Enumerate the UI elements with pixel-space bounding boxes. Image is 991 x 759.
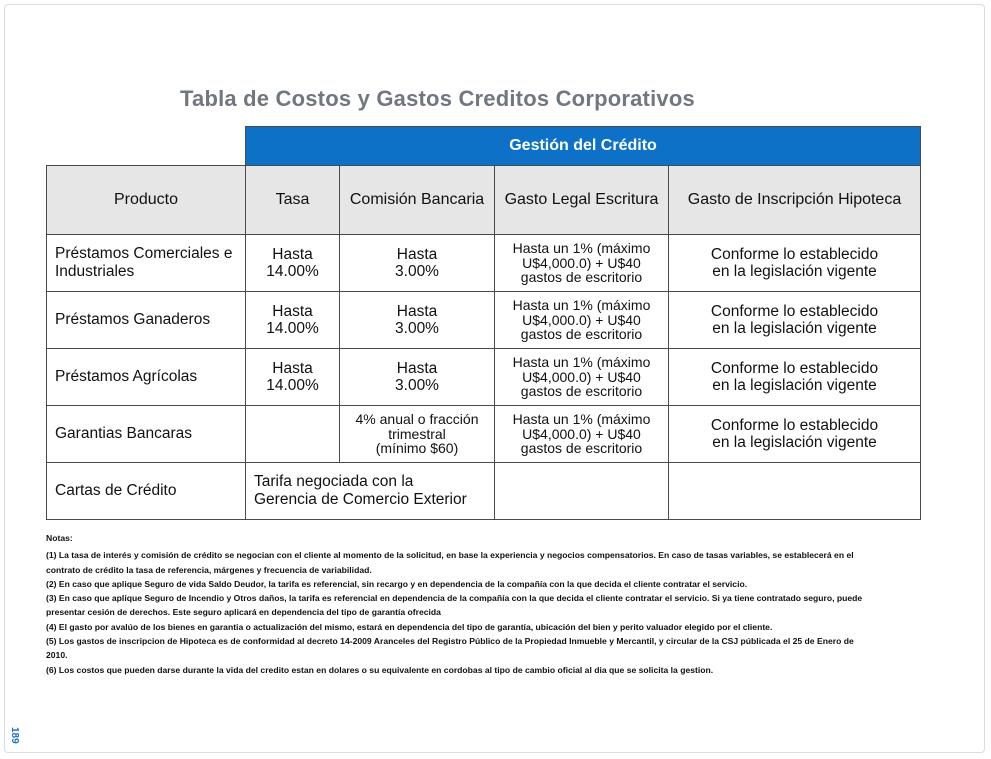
comision-line: Hasta — [396, 360, 438, 377]
inscripcion-line: Conforme lo establecido — [710, 246, 879, 263]
gasto-line: U$4,000.0) + U$40 — [522, 311, 641, 328]
blank-corner — [47, 127, 246, 166]
note-line: (4) El gasto por avalúo de los bienes en garantia o actualización del mismo, estará en dependencia del tipo de garantía, ubicación del bien y perito valuador elegido por el cliente. — [46, 621, 773, 632]
comision-line: 3.00% — [395, 320, 439, 337]
cell-inscripcion — [669, 406, 921, 463]
gasto-line: Hasta un 1% (máximo — [512, 354, 651, 371]
gasto-line: Hasta un 1% (máximo — [512, 411, 651, 428]
cell-producto: Préstamos Agrícolas — [47, 349, 246, 406]
tasa-line: 14.00% — [266, 377, 319, 394]
notes-section — [46, 531, 936, 677]
header-tasa: Tasa — [246, 166, 340, 235]
comision-line: (mínimo $60) — [375, 440, 459, 457]
notes-title: Notas: — [46, 533, 73, 543]
cell-comision — [340, 349, 495, 406]
note-line: (6) Los costos que pueden darse durante la vida del credito estan en dolares o su equivalente en cordobas al tipo de cambio oficial al dia que se solicita la gestion. — [46, 664, 714, 675]
cell-producto: Cartas de Crédito — [47, 463, 246, 520]
inscripcion-line: Conforme lo establecido — [710, 360, 879, 377]
header-comision: Comisión Bancaria — [340, 166, 495, 235]
cell-comision — [340, 235, 495, 292]
tasa-line: Hasta — [272, 246, 313, 263]
cell-comision — [340, 292, 495, 349]
cell-inscripcion — [669, 349, 921, 406]
gasto-line: U$4,000.0) + U$40 — [522, 254, 641, 271]
banner-row — [47, 127, 921, 166]
cell-gasto-legal — [495, 235, 669, 292]
gasto-line: Hasta un 1% (máximo — [512, 240, 651, 257]
table-row — [47, 406, 921, 463]
cell-tasa — [246, 292, 340, 349]
costs-table — [46, 126, 921, 520]
comision-line: Hasta — [396, 246, 438, 263]
gasto-line: gastos de escritorio — [520, 440, 643, 457]
header-inscripcion: Gasto de Inscripción Hipoteca — [669, 166, 921, 235]
tasa-line: Hasta — [272, 360, 313, 377]
cell-gasto-legal — [495, 292, 669, 349]
gasto-line: gastos de escritorio — [520, 326, 643, 343]
note-line: 2010. — [46, 650, 68, 661]
merged-line: Tarifa negociada con la — [254, 473, 414, 490]
cell-producto: Garantias Bancaras — [47, 406, 246, 463]
tasa-line: 14.00% — [266, 320, 319, 337]
gasto-line: gastos de escritorio — [520, 269, 643, 286]
inscripcion-line: Conforme lo establecido — [710, 303, 879, 320]
cell-gasto-legal-empty — [495, 463, 669, 520]
table-row — [47, 292, 921, 349]
cell-gasto-legal — [495, 406, 669, 463]
gasto-line: U$4,000.0) + U$40 — [522, 368, 641, 385]
inscripcion-line: en la legislación vigente — [712, 377, 877, 394]
cell-producto: Préstamos Ganaderos — [47, 292, 246, 349]
banner-gestion-credito: Gestión del Crédito — [246, 127, 921, 166]
page-title: Tabla de Costos y Gastos Creditos Corporativos — [180, 86, 695, 111]
cell-tarifa-negociada — [246, 463, 495, 520]
comision-line: 3.00% — [395, 263, 439, 280]
table-row — [47, 349, 921, 406]
cell-inscripcion — [669, 235, 921, 292]
note-line: (5) Los gastos de inscripcion de Hipoteca es de conformidad al decreto 14-2009 Aranceles del Registro Público de la Propiedad Inmueble y Mercantil, y circular de la CSJ públicada el 25 de Enero de — [46, 636, 854, 647]
cell-comision — [340, 406, 495, 463]
cell-inscripcion-empty — [669, 463, 921, 520]
inscripcion-line: en la legislación vigente — [712, 263, 877, 280]
header-gasto-legal: Gasto Legal Escritura — [495, 166, 669, 235]
note-line: (3) En caso que aplique Seguro de Incendio y Otros daños, la tarifa es referencial en dependencia de la compañía con la que decida el cliente contratar el servicio. Si ya tiene contratado seguro, puede — [46, 593, 863, 604]
inscripcion-line: en la legislación vigente — [712, 434, 877, 451]
cell-tasa — [246, 406, 340, 463]
gasto-line: U$4,000.0) + U$40 — [522, 425, 641, 442]
table-row — [47, 463, 921, 520]
comision-line: trimestral — [388, 425, 446, 442]
tasa-line: 14.00% — [266, 263, 319, 280]
inscripcion-line: Conforme lo establecido — [710, 417, 879, 434]
comision-line: 4% anual o fracción — [355, 411, 479, 428]
note-line: (1) La tasa de interés y comisión de crédito se negocian con el cliente al momento de la solicitud, en base la experiencia y negocios compensatorios. En caso de tasas variables, se establecerá en el — [46, 550, 854, 561]
cell-gasto-legal — [495, 349, 669, 406]
comision-line: Hasta — [396, 303, 438, 320]
gasto-line: Hasta un 1% (máximo — [512, 297, 651, 314]
note-line: presentar cesión de derechos. Este seguro aplicará en dependencia del tipo de garantía ofrecida — [46, 607, 441, 618]
header-row — [47, 166, 921, 235]
gasto-line: gastos de escritorio — [520, 383, 643, 400]
comision-line: 3.00% — [395, 377, 439, 394]
header-producto: Producto — [47, 166, 246, 235]
cell-tasa — [246, 349, 340, 406]
note-line: (2) En caso que aplique Seguro de vida Saldo Deudor, la tarifa es referencial, sin recargo y en dependencia de la compañía con la que decida el cliente contratar el servicio. — [46, 578, 748, 589]
page-number: 189 — [9, 727, 20, 744]
merged-line: Gerencia de Comercio Exterior — [254, 491, 467, 508]
cell-producto: Préstamos Comerciales e Industriales — [47, 235, 246, 292]
table-row — [47, 235, 921, 292]
note-line: contrato de crédito la tasa de referencia, márgenes y frecuencia de variabilidad. — [46, 564, 372, 575]
inscripcion-line: en la legislación vigente — [712, 320, 877, 337]
cell-tasa — [246, 235, 340, 292]
tasa-line: Hasta — [272, 303, 313, 320]
cell-inscripcion — [669, 292, 921, 349]
